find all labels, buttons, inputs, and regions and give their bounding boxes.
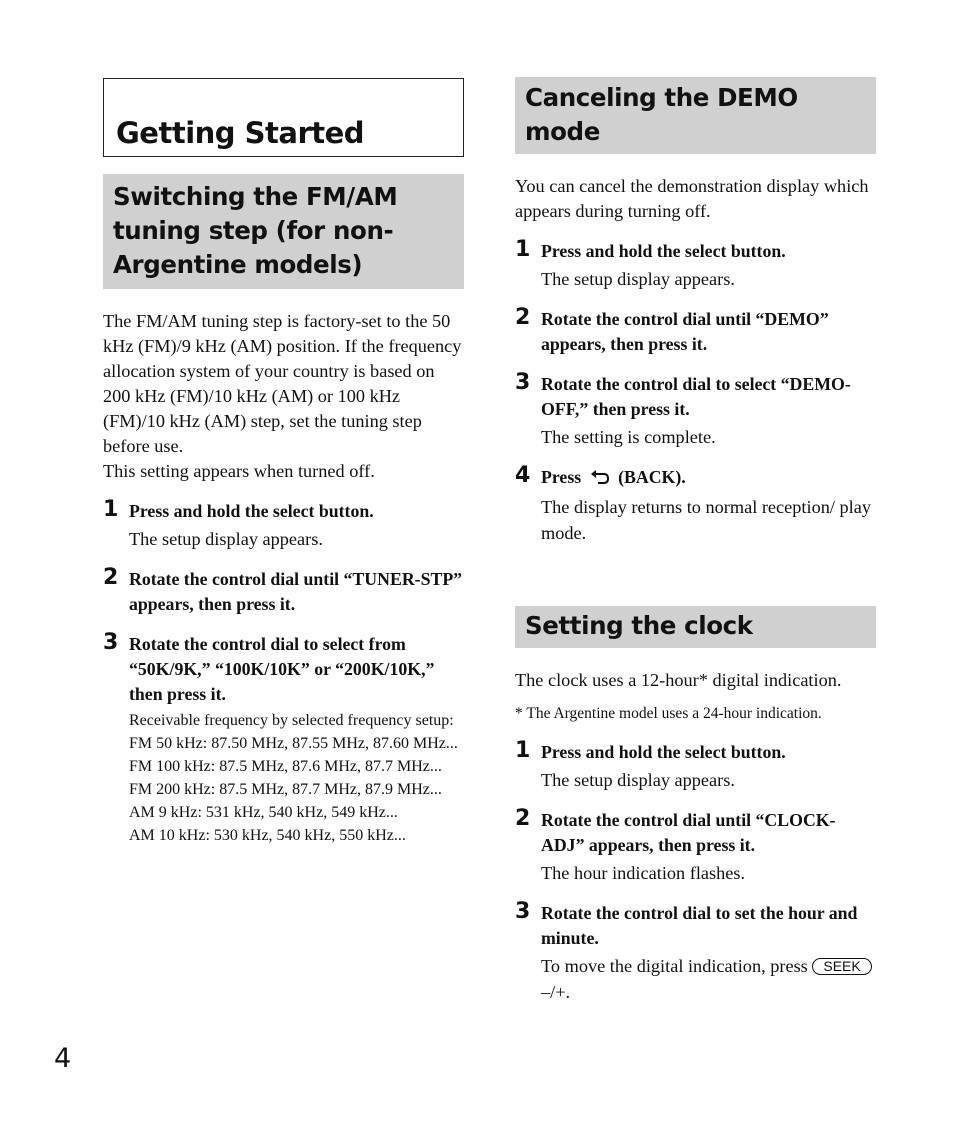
step-title-suffix: (BACK). — [618, 467, 686, 487]
clock-footnote: * The Argentine model uses a 24-hour indication. — [515, 705, 822, 722]
step-number: 3 — [103, 630, 119, 655]
step-title: Rotate the control dial to select from “50K/9K,” “100K/10K” or “200K/10K,” then press it. — [129, 634, 435, 704]
section-heading-demo: Canceling the DEMO mode — [515, 77, 876, 154]
step-title: Press and hold the select button. — [541, 742, 786, 762]
step-body: The setting is complete. — [541, 427, 716, 447]
back-arrow-icon — [590, 467, 610, 492]
step-body: The setup display appears. — [129, 529, 323, 549]
chapter-title: Getting Started — [116, 116, 365, 150]
step-title: Rotate the control dial to select “DEMO-OFF,” then press it. — [541, 374, 851, 419]
section-heading-clock: Setting the clock — [515, 606, 876, 648]
step-number: 3 — [515, 370, 531, 395]
step-number: 3 — [515, 899, 531, 924]
left-column — [103, 78, 464, 847]
tuning-step-3 — [103, 632, 464, 847]
step-title-prefix: Press — [541, 467, 582, 487]
step-number: 1 — [515, 237, 531, 262]
clock-step-3 — [515, 901, 876, 1005]
step-body: The setup display appears. — [541, 269, 735, 289]
step-body: The hour indication flashes. — [541, 863, 746, 883]
tuning-step-2 — [103, 567, 464, 617]
chapter-title-box — [103, 78, 464, 157]
step-body — [541, 953, 876, 1005]
frequency-detail-line: AM 9 kHz: 531 kHz, 540 kHz, 549 kHz... — [129, 804, 398, 821]
frequency-details — [129, 709, 464, 847]
demo-step-3 — [515, 372, 876, 450]
frequency-detail-line: AM 10 kHz: 530 kHz, 540 kHz, 550 kHz... — [129, 827, 406, 844]
tuning-intro-note: This setting appears when turned off. — [103, 461, 375, 481]
step-title: Rotate the control dial until “TUNER-STP” appears, then press it. — [129, 569, 463, 614]
step-title: Press and hold the select button. — [541, 241, 786, 261]
demo-step-4 — [515, 465, 876, 546]
step-number: 2 — [103, 565, 119, 590]
clock-step-1 — [515, 740, 876, 793]
step-number: 1 — [103, 497, 119, 522]
step-title: Rotate the control dial to set the hour and minute. — [541, 903, 858, 948]
right-column — [515, 77, 876, 1005]
step-title: Rotate the control dial until “CLOCK-ADJ” appears, then press it. — [541, 810, 836, 855]
demo-step-1 — [515, 239, 876, 292]
tuning-intro: The FM/AM tuning step is factory-set to the 50 kHz (FM)/9 kHz (AM) position. If the frequency allocation system of your country is based on 200 kHz (FM)/10 kHz (AM) or 100 kHz (FM)/10 kHz (AM) step, set the tuning step before use. — [103, 311, 462, 456]
step-number: 4 — [515, 463, 531, 488]
page-number: 4 — [54, 1043, 72, 1074]
seek-button-label: SEEK — [812, 958, 871, 975]
clock-intro: The clock uses a 12-hour* digital indication. — [515, 670, 842, 690]
step-title: Press and hold the select button. — [129, 501, 374, 521]
tuning-step-1 — [103, 499, 464, 552]
frequency-detail-line: FM 50 kHz: 87.50 MHz, 87.55 MHz, 87.60 MHz... — [129, 735, 458, 752]
step-title — [541, 465, 876, 492]
step-title: Rotate the control dial until “DEMO” appears, then press it. — [541, 309, 829, 354]
section-heading-tuning-step: Switching the FM/AM tuning step (for non-Argentine models) — [103, 174, 464, 289]
demo-intro: You can cancel the demonstration display which appears during turning off. — [515, 176, 869, 221]
step-body-prefix: To move the digital indication, press — [541, 956, 808, 976]
step-body: The setup display appears. — [541, 770, 735, 790]
step-number: 2 — [515, 806, 531, 831]
step-number: 1 — [515, 738, 531, 763]
demo-step-2 — [515, 307, 876, 357]
frequency-detail-line: FM 200 kHz: 87.5 MHz, 87.7 MHz, 87.9 MHz... — [129, 781, 442, 798]
frequency-detail-line: FM 100 kHz: 87.5 MHz, 87.6 MHz, 87.7 MHz... — [129, 758, 442, 775]
frequency-detail-line: Receivable frequency by selected frequency setup: — [129, 712, 454, 729]
step-number: 2 — [515, 305, 531, 330]
step-body-suffix: –/+. — [541, 982, 571, 1002]
step-body: The display returns to normal reception/ play mode. — [541, 497, 871, 543]
clock-step-2 — [515, 808, 876, 886]
